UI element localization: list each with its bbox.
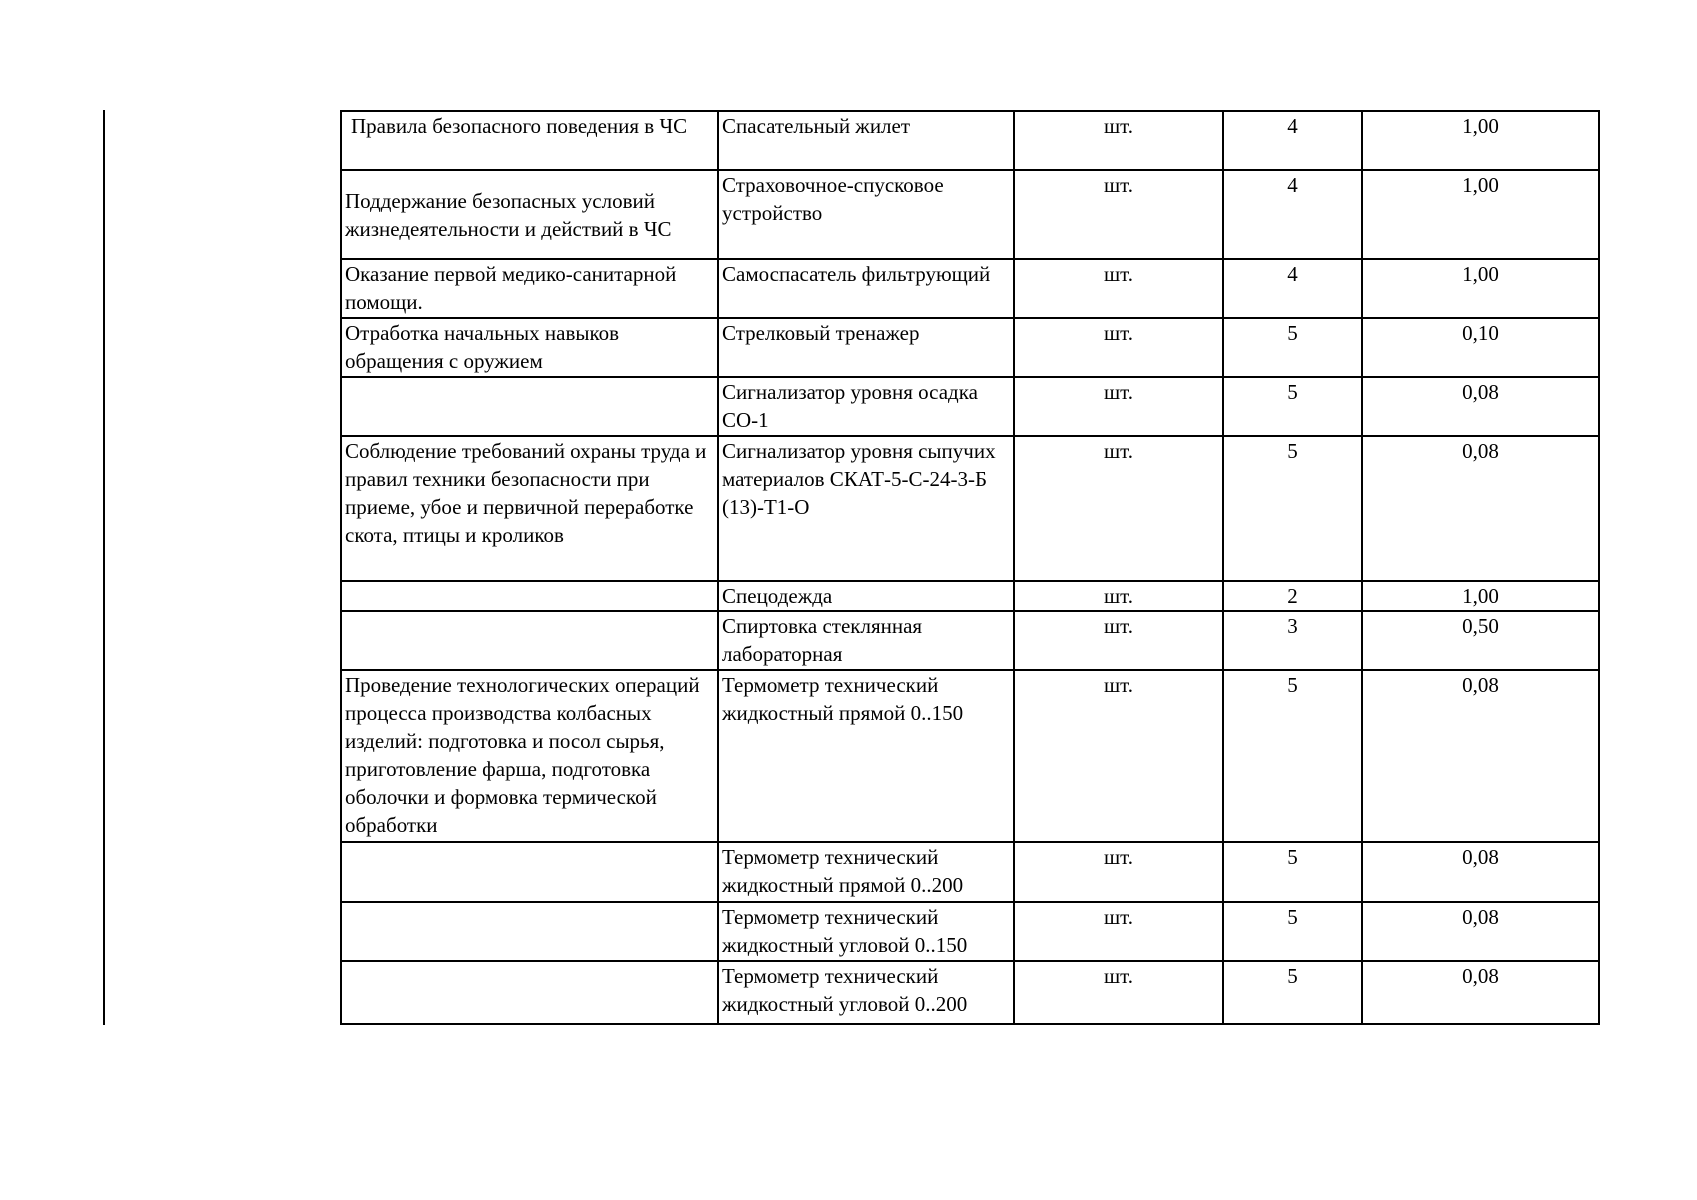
qty-cell: 4	[1223, 111, 1362, 170]
qty-cell: 4	[1223, 259, 1362, 318]
topic-cell: Оказание первой медико-санитарной помощи.	[341, 259, 718, 318]
unit-cell: шт.	[1014, 581, 1223, 611]
topic-cell	[341, 377, 718, 436]
topic-cell: Проведение технологических операций процесса производства колбасных изделий: подготовка и посол сырья, приготовление фарша, подготовка оболочки и формовка термической обработки	[341, 670, 718, 842]
unit-cell: шт.	[1014, 259, 1223, 318]
qty-cell: 4	[1223, 170, 1362, 259]
norm-cell: 0,08	[1362, 436, 1599, 581]
item-cell: Спиртовка стеклянная лабораторная	[718, 611, 1014, 670]
topic-cell	[341, 961, 718, 1024]
topic-text: Поддержание безопасных условий жизнедеятельности и действий в ЧС	[345, 189, 672, 241]
topic-cell: Правила безопасного поведения в ЧС	[341, 111, 718, 170]
item-cell: Сигнализатор уровня осадка СО-1	[718, 377, 1014, 436]
topic-cell	[341, 842, 718, 902]
norm-cell: 1,00	[1362, 111, 1599, 170]
item-cell: Спасательный жилет	[718, 111, 1014, 170]
unit-cell: шт.	[1014, 961, 1223, 1024]
table-row	[341, 318, 1599, 377]
unit-cell: шт.	[1014, 170, 1223, 259]
table-row	[341, 581, 1599, 611]
table-row	[341, 377, 1599, 436]
item-cell: Спецодежда	[718, 581, 1014, 611]
unit-cell: шт.	[1014, 436, 1223, 581]
table-row	[341, 961, 1599, 1024]
item-cell: Термометр технический жидкостный угловой 0..150	[718, 902, 1014, 961]
item-cell: Термометр технический жидкостный прямой 0..200	[718, 842, 1014, 902]
item-cell: Самоспасатель фильтрующий	[718, 259, 1014, 318]
table-row	[341, 259, 1599, 318]
equipment-table	[340, 110, 1600, 1025]
item-cell: Страховочное-спусковое устройство	[718, 170, 1014, 259]
norm-cell: 0,10	[1362, 318, 1599, 377]
norm-cell: 0,08	[1362, 902, 1599, 961]
qty-cell: 5	[1223, 902, 1362, 961]
unit-cell: шт.	[1014, 842, 1223, 902]
table-row	[341, 670, 1599, 842]
item-cell: Термометр технический жидкостный прямой 0..150	[718, 670, 1014, 842]
unit-cell: шт.	[1014, 377, 1223, 436]
norm-cell: 1,00	[1362, 170, 1599, 259]
norm-cell: 1,00	[1362, 259, 1599, 318]
unit-cell: шт.	[1014, 670, 1223, 842]
qty-cell: 5	[1223, 377, 1362, 436]
qty-cell: 2	[1223, 581, 1362, 611]
page-margin-line	[103, 110, 105, 1025]
norm-cell: 0,08	[1362, 842, 1599, 902]
unit-cell: шт.	[1014, 111, 1223, 170]
table-row	[341, 902, 1599, 961]
norm-cell: 0,50	[1362, 611, 1599, 670]
qty-cell: 5	[1223, 436, 1362, 581]
norm-cell: 0,08	[1362, 670, 1599, 842]
qty-cell: 5	[1223, 842, 1362, 902]
topic-cell	[341, 581, 718, 611]
qty-cell: 5	[1223, 670, 1362, 842]
item-cell: Термометр технический жидкостный угловой 0..200	[718, 961, 1014, 1024]
topic-cell	[341, 902, 718, 961]
table-row	[341, 170, 1599, 259]
norm-cell: 0,08	[1362, 377, 1599, 436]
table-row	[341, 611, 1599, 670]
item-cell: Стрелковый тренажер	[718, 318, 1014, 377]
topic-cell	[341, 611, 718, 670]
unit-cell: шт.	[1014, 902, 1223, 961]
qty-cell: 3	[1223, 611, 1362, 670]
norm-cell: 0,08	[1362, 961, 1599, 1024]
unit-cell: шт.	[1014, 318, 1223, 377]
table-row	[341, 111, 1599, 170]
item-cell: Сигнализатор уровня сыпучих материалов СКАТ-5-С-24-3-Б (13)-Т1-О	[718, 436, 1014, 581]
topic-cell: Отработка начальных навыков обращения с оружием	[341, 318, 718, 377]
topic-cell: Соблюдение требований охраны труда и правил техники безопасности при приеме, убое и первичной переработке скота, птицы и кроликов	[341, 436, 718, 581]
table-row	[341, 842, 1599, 902]
unit-cell: шт.	[1014, 611, 1223, 670]
table-row	[341, 436, 1599, 581]
topic-cell	[341, 170, 718, 259]
qty-cell: 5	[1223, 961, 1362, 1024]
norm-cell: 1,00	[1362, 581, 1599, 611]
qty-cell: 5	[1223, 318, 1362, 377]
